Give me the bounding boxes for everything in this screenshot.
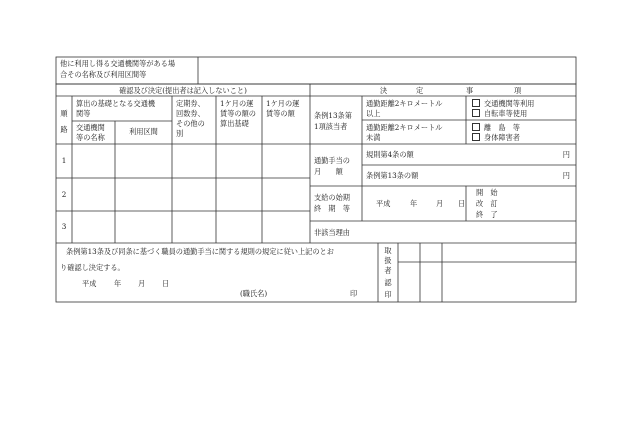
option-transport-label: 交通機関等利用	[484, 99, 535, 108]
article13-label: 条例第13条の額	[366, 171, 419, 180]
other-transport-field[interactable]	[200, 58, 574, 82]
col-pass-3: その他の	[176, 119, 205, 128]
seal-mark: 印	[350, 289, 358, 298]
col-basis-1: 算出の基礎となる交通機	[76, 99, 156, 108]
date-heisei: 平成	[82, 279, 97, 288]
decision-header-4: 項	[514, 86, 522, 95]
period-heisei: 平成	[376, 199, 391, 208]
col-transport-name-2: 等の名称	[76, 133, 105, 142]
period-day: 日	[458, 199, 466, 208]
distance-over-1: 通勤距離2キロメートル	[366, 99, 443, 108]
checkbox-icon[interactable]	[472, 109, 480, 117]
official-name-label: (職氏名)	[240, 289, 268, 298]
allowance-label-1: 通勤手当の	[314, 156, 350, 165]
handler-char-5: 印	[384, 290, 392, 299]
col-monthly-amount-1: 1ケ月の運	[266, 99, 300, 108]
col-monthly-amount-2: 賃等の額	[266, 109, 295, 118]
period-month: 月	[436, 199, 444, 208]
rule4-label: 規則第4条の額	[366, 150, 414, 159]
col-transport-name-1: 交通機関	[76, 123, 105, 132]
article13-yen: 円	[562, 171, 570, 180]
col-route: 利用区間	[129, 127, 158, 136]
other-transport-label-1: 他に利用し得る交通機関等がある場	[60, 59, 176, 68]
period-year: 年	[410, 199, 418, 208]
col-no-2: 路	[60, 125, 68, 134]
date-year: 年	[114, 279, 122, 288]
col-monthly-basis-3: 算出基礎	[220, 119, 249, 128]
checkbox-icon[interactable]	[472, 123, 480, 131]
distance-under-1: 通勤距離2キロメートル	[366, 123, 443, 132]
checkbox-icon[interactable]	[472, 99, 480, 107]
distance-under-2: 未満	[366, 133, 381, 142]
row-number-3: 3	[61, 222, 67, 231]
nonapplicable-label: 非該当理由	[314, 228, 350, 237]
handler-char-1: 取	[384, 246, 392, 255]
col-monthly-basis-2: 賃等の額の	[220, 109, 256, 118]
option-bicycle[interactable]	[472, 108, 527, 119]
col-pass-1: 定期券、	[176, 99, 205, 108]
confirm-header: 確認及び決定(提出者は記入しないこと)	[119, 86, 247, 95]
period-revise: 改 訂	[476, 199, 498, 208]
period-label-2: 終 期 等	[314, 204, 350, 213]
statement-line-2: り確認し決定する。	[60, 263, 125, 272]
option-island-label: 離 島 等	[484, 123, 520, 132]
statement-line-1: 条例第13条及び同条に基づく職員の通勤手当に関する規則の規定に従い上記のとお	[66, 247, 334, 256]
checkbox-icon[interactable]	[472, 133, 480, 141]
period-end: 終 了	[476, 210, 498, 219]
col-no-1: 順	[60, 109, 68, 118]
article-label-2: 1項該当者	[314, 122, 348, 131]
decision-header-2: 定	[416, 86, 424, 95]
decision-header-1: 決	[380, 86, 388, 95]
col-pass-4: 別	[176, 129, 184, 138]
period-start: 開 始	[476, 188, 498, 197]
row-number-2: 2	[61, 190, 67, 199]
row-number-1: 1	[61, 156, 67, 165]
option-disabled-label: 身体障害者	[484, 133, 520, 142]
decision-header-3: 事	[466, 86, 474, 95]
allowance-label-2: 月 額	[314, 167, 343, 176]
period-label-1: 支給の始期	[314, 193, 350, 202]
date-day: 日	[162, 279, 170, 288]
handler-char-4: 認	[384, 278, 392, 287]
col-monthly-basis-1: 1ケ月の運	[220, 99, 254, 108]
rule4-yen: 円	[562, 150, 570, 159]
option-bicycle-label: 自転車等使用	[484, 109, 528, 118]
distance-over-2: 以上	[366, 109, 381, 118]
article-label-1: 条例13条第	[314, 111, 352, 120]
option-disabled[interactable]	[472, 132, 520, 143]
handler-char-3: 者	[384, 266, 392, 275]
col-pass-2: 回数券、	[176, 109, 205, 118]
col-basis-2: 関等	[76, 109, 91, 118]
handler-char-2: 扱	[384, 256, 392, 265]
date-month: 月	[138, 279, 146, 288]
other-transport-label-2: 合その名称及び利用区間等	[60, 70, 147, 79]
